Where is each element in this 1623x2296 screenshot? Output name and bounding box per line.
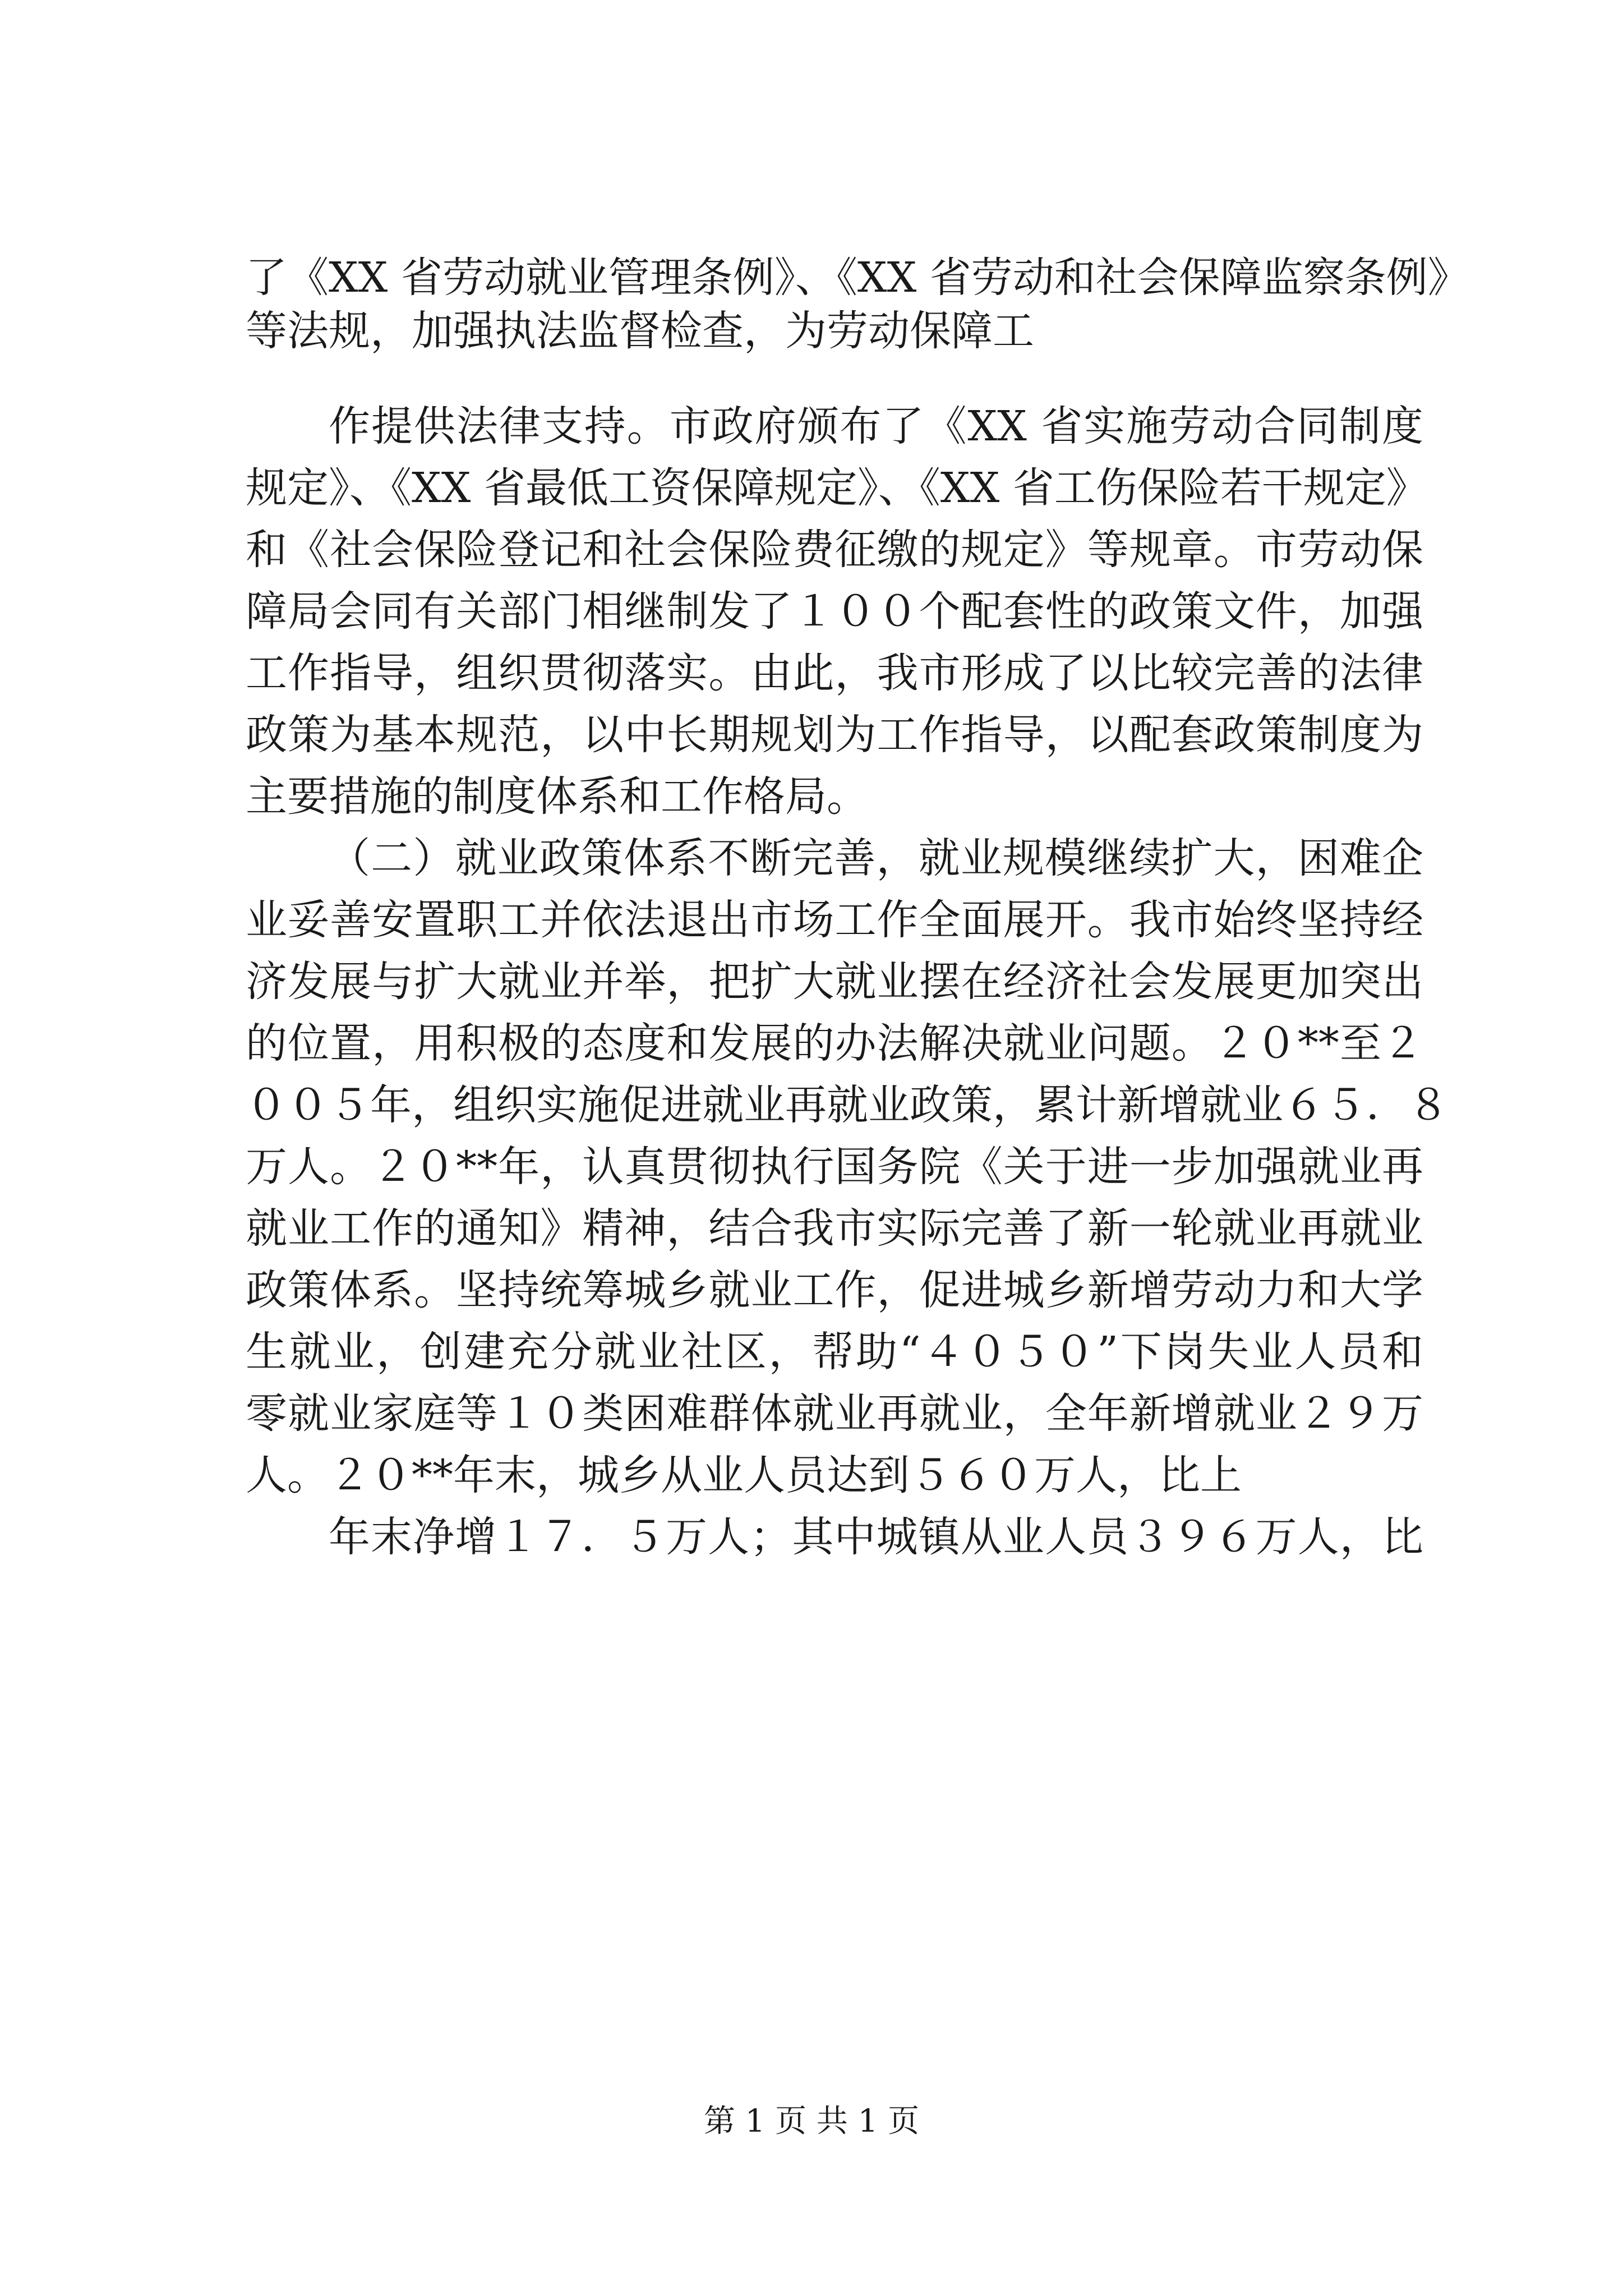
text-line-20: 人。２０**年末，城乡从业人员达到５６０万人，比上 <box>246 1451 1242 1499</box>
text-line-14: ００５年，组织实施促进就业再就业政策，累计新增就业６５．８ <box>246 1081 1449 1129</box>
text-line-16: 就业工作的通知》精神，结合我市实际完善了新一轮就业再就业 <box>246 1204 1423 1253</box>
text-line-15: 万人。２０**年，认真贯彻执行国务院《关于进一步加强就业再 <box>246 1143 1423 1191</box>
text-line-7: 工作指导，组织贯彻落实。由此，我市形成了以比较完善的法律 <box>246 649 1423 697</box>
text-line-17: 政策体系。坚持统筹城乡就业工作，促进城乡新增劳动力和大学 <box>246 1266 1423 1314</box>
text-line-1: 了《XX 省劳动就业管理条例》、《XX 省劳动和社会保障监察条例》 <box>246 254 1469 302</box>
text-line-18: 生就业，创建充分就业社区，帮助“４０５０”下岗失业人员和 <box>246 1328 1423 1376</box>
text-line-10: （二）就业政策体系不断完善，就业规模继续扩大，困难企 <box>329 834 1423 882</box>
text-line-5: 和《社会保险登记和社会保险费征缴的规定》等规章。市劳动保 <box>246 526 1423 574</box>
text-line-21: 年末净增１７．５万人；其中城镇从业人员３９６万人，比 <box>329 1513 1423 1561</box>
text-line-3: 作提供法律支持。市政府颁布了《XX 省实施劳动合同制度 <box>329 402 1423 450</box>
text-line-6: 障局会同有关部门相继制发了１００个配套性的政策文件，加强 <box>246 587 1423 636</box>
text-line-4: 规定》、《XX 省最低工资保障规定》、《XX 省工伤保险若干规定》 <box>246 464 1428 512</box>
text-line-12: 济发展与扩大就业并举，把扩大就业摆在经济社会发展更加突出 <box>246 958 1423 1006</box>
text-line-8: 政策为基本规范，以中长期规划为工作指导，以配套政策制度为 <box>246 711 1423 759</box>
text-line-13: 的位置，用积极的态度和发展的办法解决就业问题。２０**至２ <box>246 1019 1423 1068</box>
text-line-11: 业妥善安置职工并依法退出市场工作全面展开。我市始终坚持经 <box>246 896 1423 944</box>
text-line-19: 零就业家庭等１０类困难群体就业再就业，全年新增就业２９万 <box>246 1389 1423 1438</box>
text-line-2: 等法规，加强执法监督检查，为劳动保障工 <box>246 307 1034 355</box>
text-line-9: 主要措施的制度体系和工作格局。 <box>246 772 868 821</box>
page-footer: 第 1 页 共 1 页 <box>703 2103 920 2139</box>
